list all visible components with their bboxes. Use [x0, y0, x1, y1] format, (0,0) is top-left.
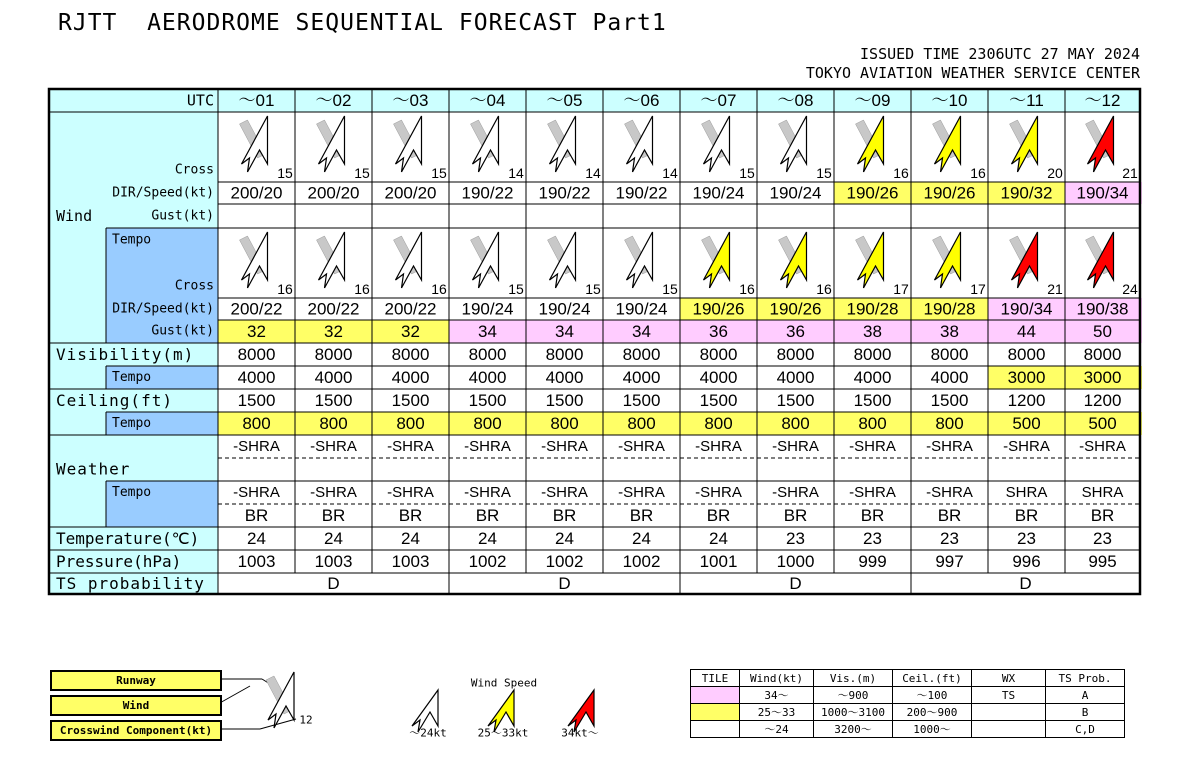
main-wind-icon	[317, 116, 345, 172]
main-wind-icon	[548, 116, 576, 172]
tempo-dir-speed-value: 190/28	[923, 299, 976, 319]
visibility-value: 8000	[930, 345, 969, 364]
weather-tempo-value-2: BR	[1090, 506, 1115, 525]
ceiling-value: 1500	[314, 391, 353, 410]
visibility-tempo-value: 3000	[1007, 368, 1046, 387]
weather-tempo-value: -SHRA	[618, 484, 665, 501]
weather-tempo-value-2: BR	[244, 506, 269, 525]
legend-diagram	[218, 672, 594, 732]
tempo-cross-value: 16	[739, 281, 755, 297]
issuing-center: TOKYO AVIATION WEATHER SERVICE CENTER	[805, 64, 1140, 82]
wind-label: Wind	[56, 207, 93, 225]
tile-yellow	[691, 704, 740, 721]
ceiling-tempo-value: 800	[473, 414, 502, 433]
dir-speed-value: 190/22	[461, 183, 514, 203]
pressure-value: 1002	[468, 552, 507, 571]
pressure-value: 1002	[622, 552, 661, 571]
visibility-tempo-value: 4000	[314, 368, 353, 387]
dir-speed-value: 190/22	[538, 183, 591, 203]
dir-speed-label: DIR/Speed(kt)	[112, 185, 214, 201]
tile-cell: 3200～	[814, 721, 893, 738]
visibility-value: 8000	[237, 345, 276, 364]
weather-tempo-value-2: BR	[398, 506, 423, 525]
weather-tempo-value-2: BR	[1014, 506, 1039, 525]
weather-value: -SHRA	[695, 438, 742, 455]
main-cross-value: 14	[662, 165, 678, 181]
weather-tempo-value-2: BR	[475, 506, 500, 525]
temperature-value: 24	[555, 529, 574, 548]
ceiling-value: 1500	[237, 391, 276, 410]
weather-tempo-value-2: BR	[629, 506, 654, 525]
dir-speed-value: 190/22	[615, 183, 668, 203]
tempo-dir-speed-value: 190/24	[461, 299, 514, 319]
dir-speed-value: 200/20	[230, 183, 283, 203]
weather-tempo-value: -SHRA	[695, 484, 742, 501]
pressure-label: Pressure(hPa)	[56, 552, 182, 571]
tempo-dir-speed-value: 190/34	[1000, 299, 1053, 319]
gust-label: Gust(kt)	[151, 208, 214, 224]
ceiling-tempo-value: 800	[627, 414, 656, 433]
dir-speed-value: 190/24	[769, 183, 822, 203]
pressure-value: 1003	[237, 552, 276, 571]
weather-tempo-value: -SHRA	[849, 484, 896, 501]
ceiling-tempo-value: 800	[935, 414, 964, 433]
temperature-value: 23	[1017, 529, 1036, 548]
main-cross-value: 20	[1047, 165, 1063, 181]
main-cross-value: 14	[508, 165, 524, 181]
time-header: ～04	[469, 91, 506, 110]
ts-probability-label: TS probability	[56, 574, 205, 593]
ceiling-value: 1500	[468, 391, 507, 410]
tile-cell: ～24	[740, 721, 814, 738]
main-cross-value: 15	[277, 165, 293, 181]
ceil-header: Ceil.(ft)	[893, 670, 972, 687]
speed-low-label: ～24kt	[409, 726, 447, 740]
weather-tempo-value: SHRA	[1081, 484, 1124, 501]
tile-legend-row-a	[691, 687, 1125, 704]
ts-probability-value: D	[558, 574, 571, 593]
wx-header: WX	[972, 670, 1046, 687]
main-wind-icon	[625, 116, 653, 172]
weather-value: -SHRA	[926, 438, 973, 455]
weather-value: -SHRA	[464, 438, 511, 455]
temperature-value: 24	[478, 529, 497, 548]
dir-speed-value: 200/20	[384, 183, 437, 203]
ceiling-tempo-value: 500	[1088, 414, 1117, 433]
tempo-cross-value: 15	[662, 281, 678, 297]
weather-value: -SHRA	[849, 438, 896, 455]
tile-legend-header-row	[691, 670, 1125, 687]
tempo-cross-value: 24	[1122, 281, 1138, 297]
tile-cell: 200～900	[893, 704, 972, 721]
ceiling-tempo-value: 800	[319, 414, 348, 433]
tempo-gust-value: 38	[940, 322, 959, 341]
visibility-value: 8000	[545, 345, 584, 364]
temperature-value: 23	[863, 529, 882, 548]
tempo-cross-label: Cross	[174, 278, 214, 294]
tile-cell: A	[1046, 687, 1125, 704]
tempo-cross-value: 21	[1047, 281, 1063, 297]
tempo-label: Tempo	[112, 232, 152, 248]
tempo-cross-value: 15	[585, 281, 601, 297]
ts-probability-value: D	[327, 574, 340, 593]
tempo-gust-value: 34	[632, 322, 651, 341]
page-title: RJTT AERODROME SEQUENTIAL FORECAST Part1	[58, 10, 667, 36]
visibility-value: 8000	[699, 345, 738, 364]
ceiling-value: 1500	[622, 391, 661, 410]
weather-value: -SHRA	[1003, 438, 1050, 455]
visibility-value: 8000	[468, 345, 507, 364]
tempo-wind-icon	[240, 232, 268, 288]
cross-label: Cross	[174, 162, 214, 178]
visibility-value: 8000	[853, 345, 892, 364]
tempo-gust-value: 32	[324, 322, 343, 341]
visibility-value: 8000	[314, 345, 353, 364]
tile-cell: TS	[972, 687, 1046, 704]
tile-cell: B	[1046, 704, 1125, 721]
tempo-wind-icon	[548, 232, 576, 288]
issued-time: ISSUED TIME 2306UTC 27 MAY 2024	[860, 45, 1140, 63]
tile-white	[691, 721, 740, 738]
tile-cell	[972, 721, 1046, 738]
speed-mid-label: 25～33kt	[477, 726, 529, 740]
tile-cell: 34～	[740, 687, 814, 704]
visibility-tempo-value: 4000	[776, 368, 815, 387]
tempo-wind-icon	[856, 232, 884, 288]
tile-cell: ～100	[893, 687, 972, 704]
tempo-cross-value: 15	[508, 281, 524, 297]
visibility-value: 8000	[1007, 345, 1046, 364]
tile-cell: 1000～	[893, 721, 972, 738]
pressure-value: 1001	[699, 552, 738, 571]
time-header: ～08	[777, 91, 814, 110]
tile-cell	[972, 704, 1046, 721]
weather-value: -SHRA	[541, 438, 588, 455]
pressure-value: 997	[935, 552, 964, 571]
temperature-value: 23	[786, 529, 805, 548]
temperature-value: 24	[247, 529, 266, 548]
visibility-tempo-value: 4000	[545, 368, 584, 387]
weather-tempo-value: -SHRA	[387, 484, 434, 501]
tempo-gust-value: 38	[863, 322, 882, 341]
legend-wind-box: Wind	[50, 695, 222, 716]
tempo-dir-speed-value: 200/22	[384, 299, 437, 319]
main-cross-value: 21	[1122, 165, 1138, 181]
main-cross-value: 14	[585, 165, 601, 181]
tempo-cross-value: 16	[354, 281, 370, 297]
tile-legend-row-c	[691, 721, 1125, 738]
temperature-value: 23	[940, 529, 959, 548]
tempo-cross-value: 17	[893, 281, 909, 297]
main-wind-icon	[240, 116, 268, 172]
main-wind-icon	[779, 116, 807, 172]
main-wind-icon	[856, 116, 884, 172]
pressure-value: 1002	[545, 552, 584, 571]
weather-tempo-value-2: BR	[552, 506, 577, 525]
visibility-tempo-value: 4000	[699, 368, 738, 387]
leader-line	[218, 686, 250, 704]
ts-probability-value: D	[1019, 574, 1032, 593]
weather-tempo-value-2: BR	[706, 506, 731, 525]
ceiling-tempo-value: 800	[242, 414, 271, 433]
tempo-wind-icon	[933, 232, 961, 288]
ceiling-tempo-value: 500	[1012, 414, 1041, 433]
tempo-gust-value: 32	[247, 322, 266, 341]
weather-tempo-value: -SHRA	[772, 484, 819, 501]
weather-tempo-value: -SHRA	[233, 484, 280, 501]
time-header: ～12	[1084, 91, 1121, 110]
main-cross-value: 15	[354, 165, 370, 181]
tempo-gust-value: 36	[709, 322, 728, 341]
dir-speed-value: 190/26	[846, 183, 899, 203]
main-cross-value: 16	[970, 165, 986, 181]
time-header: ～05	[546, 91, 583, 110]
tempo-gust-value: 34	[478, 322, 497, 341]
main-cross-value: 15	[816, 165, 832, 181]
visibility-tempo-value: 4000	[391, 368, 430, 387]
weather-tempo-value-2: BR	[783, 506, 808, 525]
visibility-value: 8000	[622, 345, 661, 364]
vis-header: Vis.(m)	[814, 670, 893, 687]
ceiling-tempo-value: 800	[858, 414, 887, 433]
tempo-cross-value: 17	[970, 281, 986, 297]
tempo-cross-value: 16	[816, 281, 832, 297]
weather-tempo-value: -SHRA	[310, 484, 357, 501]
tile-cell: ～900	[814, 687, 893, 704]
main-cross-value: 16	[893, 165, 909, 181]
tempo-cross-value: 16	[277, 281, 293, 297]
tempo-wind-icon	[625, 232, 653, 288]
tempo-dir-speed-value: 190/38	[1076, 299, 1129, 319]
tile-cell: 25～33	[740, 704, 814, 721]
visibility-value: 8000	[1083, 345, 1122, 364]
weather-tempo-value: SHRA	[1005, 484, 1048, 501]
time-header: ～10	[931, 91, 968, 110]
tempo-wind-icon	[1010, 232, 1038, 288]
weather-value: -SHRA	[310, 438, 357, 455]
weather-value: -SHRA	[772, 438, 819, 455]
wind-speed-title: Wind Speed	[470, 676, 538, 690]
utc-label: UTC	[186, 91, 214, 110]
tempo-dir-speed-value: 190/28	[846, 299, 899, 319]
tempo-wind-icon	[394, 232, 422, 288]
tempo-wind-icon	[1086, 232, 1114, 288]
main-wind-icon	[394, 116, 422, 172]
main-wind-icon	[702, 116, 730, 172]
tempo-dir-speed-label: DIR/Speed(kt)	[112, 301, 214, 317]
tempo-wind-icon	[779, 232, 807, 288]
pressure-value: 995	[1088, 552, 1117, 571]
ceiling-value: 1200	[1083, 391, 1122, 410]
tempo-gust-value: 36	[786, 322, 805, 341]
speed-high-label: 34kt～	[561, 726, 599, 740]
main-cross-value: 15	[431, 165, 447, 181]
tile-header: TILE	[691, 670, 740, 687]
ceiling-value: 1500	[391, 391, 430, 410]
weather-value: -SHRA	[233, 438, 280, 455]
visibility-tempo-value: 3000	[1083, 368, 1122, 387]
tempo-wind-icon	[471, 232, 499, 288]
tile-legend-table	[690, 669, 1125, 738]
tile-cell: 1000～3100	[814, 704, 893, 721]
pressure-value: 1000	[776, 552, 815, 571]
tempo-dir-speed-value: 200/22	[307, 299, 360, 319]
visibility-label: Visibility(m)	[56, 345, 195, 364]
weather-tempo-value: -SHRA	[541, 484, 588, 501]
time-header: ～09	[854, 91, 891, 110]
visibility-tempo-value: 4000	[622, 368, 661, 387]
wind-header: Wind(kt)	[740, 670, 814, 687]
dir-speed-value: 200/20	[307, 183, 360, 203]
time-header: ～01	[238, 91, 275, 110]
weather-tempo-value: -SHRA	[464, 484, 511, 501]
ceiling-value: 1500	[930, 391, 969, 410]
ceiling-value: 1200	[1007, 391, 1046, 410]
legend-example-icon	[266, 672, 294, 728]
dir-speed-value: 190/24	[692, 183, 745, 203]
weather-tempo-value-2: BR	[860, 506, 885, 525]
tempo-dir-speed-value: 190/24	[615, 299, 668, 319]
visibility-value: 8000	[776, 345, 815, 364]
tile-legend-row-b	[691, 704, 1125, 721]
tempo-dir-speed-value: 190/26	[769, 299, 822, 319]
weather-tempo-value-2: BR	[321, 506, 346, 525]
pressure-value: 999	[858, 552, 887, 571]
time-header: ～02	[315, 91, 352, 110]
ceiling-value: 1500	[545, 391, 584, 410]
main-wind-icon	[933, 116, 961, 172]
visibility-tempo-value: 4000	[853, 368, 892, 387]
time-header: ～11	[1009, 91, 1044, 110]
ceiling-tempo-value: 800	[550, 414, 579, 433]
tempo-gust-label: Gust(kt)	[151, 323, 214, 339]
main-cross-value: 15	[739, 165, 755, 181]
main-wind-icon	[471, 116, 499, 172]
ts-probability-value: D	[789, 574, 802, 593]
time-header: ～03	[392, 91, 429, 110]
tile-cell: C,D	[1046, 721, 1125, 738]
time-header: ～06	[623, 91, 660, 110]
tempo-gust-value: 34	[555, 322, 574, 341]
legend-cross-value: 12	[299, 713, 313, 727]
ceiling-tempo-value: 800	[781, 414, 810, 433]
temperature-value: 24	[324, 529, 343, 548]
tempo-dir-speed-value: 200/22	[230, 299, 283, 319]
weather-value: -SHRA	[387, 438, 434, 455]
visibility-tempo-value: 4000	[468, 368, 507, 387]
dir-speed-value: 190/32	[1000, 183, 1053, 203]
temperature-value: 24	[709, 529, 728, 548]
ceiling-tempo-value: 800	[704, 414, 733, 433]
dir-speed-value: 190/26	[923, 183, 976, 203]
wx-tempo-label: Tempo	[112, 485, 152, 500]
weather-value: -SHRA	[618, 438, 665, 455]
weather-value: -SHRA	[1079, 438, 1126, 455]
weather-label: Weather	[56, 459, 131, 479]
tempo-dir-speed-value: 190/26	[692, 299, 745, 319]
tile-pink	[691, 687, 740, 704]
ceiling-value: 1500	[853, 391, 892, 410]
ceiling-tempo-value: 800	[396, 414, 425, 433]
weather-tempo-value-2: BR	[937, 506, 962, 525]
tempo-gust-value: 44	[1017, 322, 1036, 341]
temperature-value: 23	[1093, 529, 1112, 548]
ceiling-value: 1500	[699, 391, 738, 410]
pressure-value: 1003	[391, 552, 430, 571]
tempo-cross-value: 16	[431, 281, 447, 297]
vis-tempo-label: Tempo	[112, 370, 152, 385]
main-wind-icon	[1010, 116, 1038, 172]
legend-crosswind-box: Crosswind Component(kt)	[50, 720, 222, 741]
legend-runway-box: Runway	[50, 670, 222, 691]
tempo-wind-icon	[702, 232, 730, 288]
pressure-value: 1003	[314, 552, 353, 571]
weather-tempo-value: -SHRA	[926, 484, 973, 501]
tempo-dir-speed-value: 190/24	[538, 299, 591, 319]
main-wind-icon	[1086, 116, 1114, 172]
temperature-value: 24	[401, 529, 420, 548]
tempo-wind-icon	[317, 232, 345, 288]
visibility-tempo-value: 4000	[930, 368, 969, 387]
dir-speed-value: 190/34	[1076, 183, 1129, 203]
tempo-gust-value: 32	[401, 322, 420, 341]
ceiling-value: 1500	[776, 391, 815, 410]
pressure-value: 996	[1012, 552, 1041, 571]
ts-header: TS Prob.	[1046, 670, 1125, 687]
tempo-gust-value: 50	[1093, 322, 1112, 341]
time-header: ～07	[700, 91, 737, 110]
ceil-tempo-label: Tempo	[112, 416, 152, 431]
temperature-value: 24	[632, 529, 651, 548]
visibility-tempo-value: 4000	[237, 368, 276, 387]
visibility-value: 8000	[391, 345, 430, 364]
temperature-label: Temperature(℃)	[56, 529, 200, 548]
ceiling-label: Ceiling(ft)	[56, 391, 173, 410]
